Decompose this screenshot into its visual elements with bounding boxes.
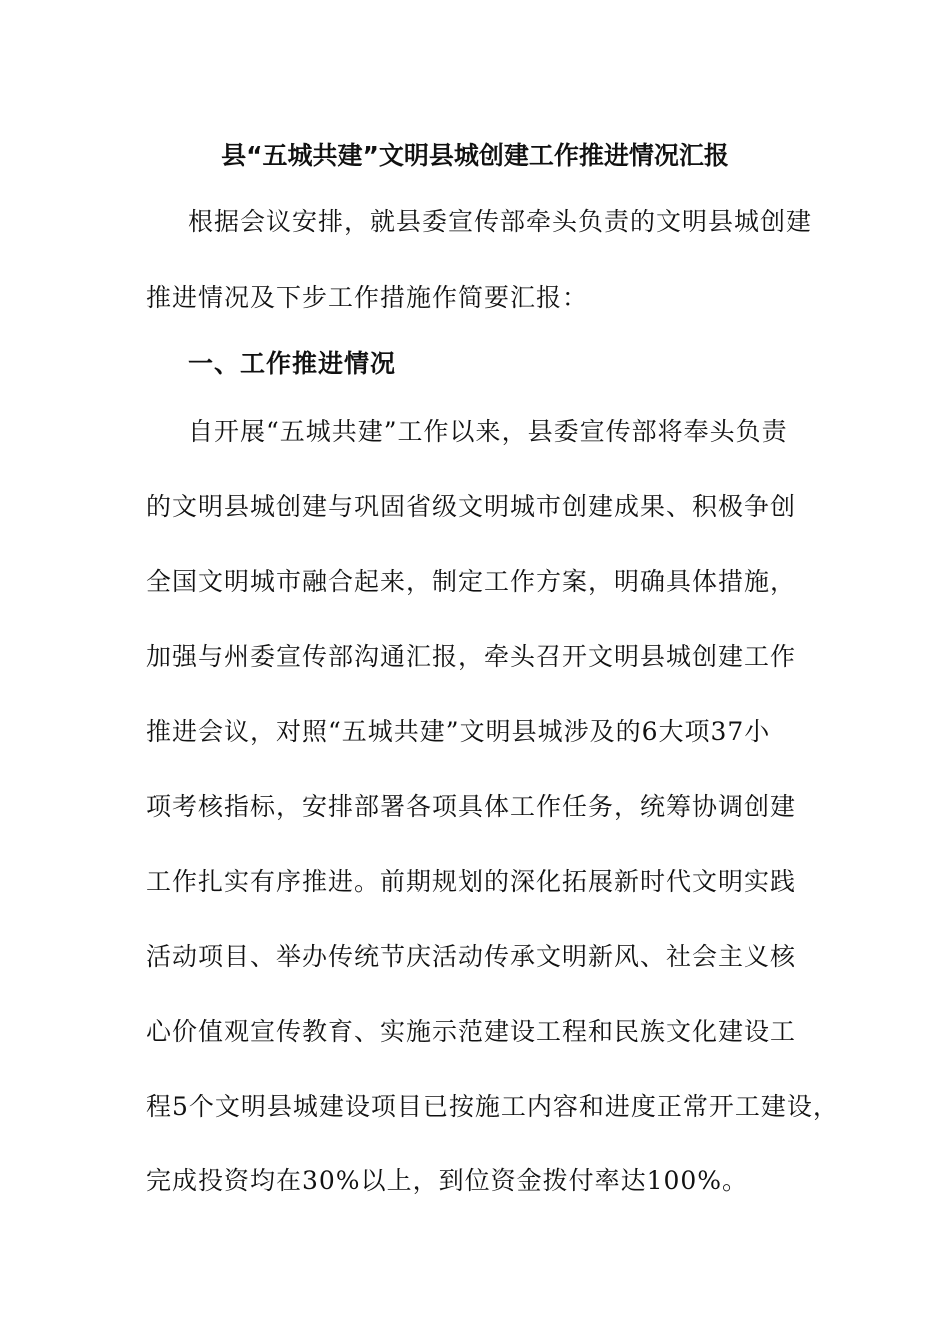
body-line-7: 工作扎实有序推进。前期规划的深化拓展新时代文明实践 xyxy=(146,867,797,896)
body-line-9: 心价值观宣传教育、实施示范建设工程和民族文化建设工 xyxy=(146,1017,797,1046)
body-line-11: 完成投资均在30%以上，到位资金拨付率达100%。 xyxy=(146,1166,749,1195)
intro-line-1: 根据会议安排，就县委宣传部牵头负责的文明县城创建 xyxy=(188,207,813,236)
body-line-1: 自开展“五城共建”工作以来，县委宣传部将奉头负责 xyxy=(188,417,788,446)
body-line-3: 全国文明城市融合起来，制定工作方案，明确具体措施， xyxy=(146,567,797,596)
document-title: 县“五城共建”文明县城创建工作推进情况汇报 xyxy=(221,141,729,170)
body-line-6: 项考核指标，安排部署各项具体工作任务，统筹协调创建 xyxy=(146,792,797,821)
body-line-8: 活动项目、举办传统节庆活动传承文明新风、社会主义核 xyxy=(146,942,797,971)
section-heading: 一、工作推进情况 xyxy=(188,349,397,378)
body-line-4: 加强与州委宣传部沟通汇报，牵头召开文明县城创建工作 xyxy=(146,642,797,671)
body-line-5: 推进会议，对照“五城共建”文明县城涉及的6大项37小 xyxy=(146,717,771,746)
intro-line-2: 推进情况及下步工作措施作简要汇报： xyxy=(146,283,589,312)
body-line-2: 的文明县城创建与巩固省级文明城市创建成果、积极争创 xyxy=(146,492,797,521)
body-line-10: 程5个文明县城建设项目已按施工内容和进度正常开工建设， xyxy=(146,1092,839,1121)
